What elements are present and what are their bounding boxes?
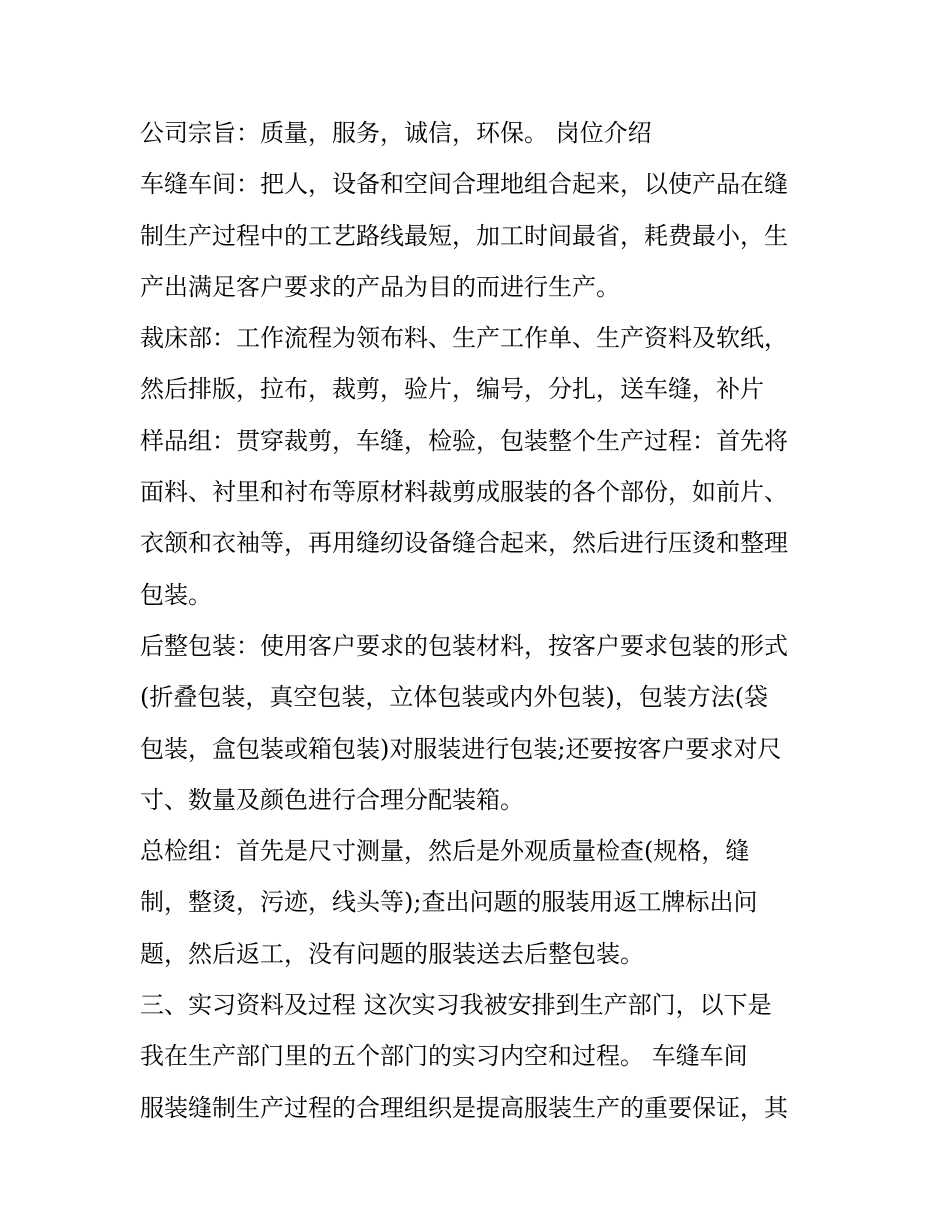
text-line: 公司宗旨：质量，服务，诚信，环保。 岗位介绍 — [140, 119, 652, 147]
text-line: 裁床部：工作流程为领布料、生产工作单、生产资料及软纸， — [140, 324, 788, 353]
text-line: 寸、数量及颜色进行合理分配装箱。 — [140, 785, 524, 814]
text-line: 服装缝制生产过程的合理组织是提高服装生产的重要保证，其 — [140, 1093, 788, 1122]
text-line: 包装。 — [140, 580, 212, 609]
text-line: (折叠包装，真空包装，立体包装或内外包装)，包装方法(袋 — [140, 683, 769, 712]
text-line: 制生产过程中的工艺路线最短，加工时间最省，耗费最小，生 — [140, 221, 788, 250]
text-line: 后整包装：使用客户要求的包装材料，按客户要求包装的形式 — [140, 631, 788, 660]
text-line: 题，然后返工，没有问题的服装送去后整包装。 — [140, 939, 644, 968]
text-line: 产出满足客户要求的产品为目的而进行生产。 — [140, 272, 620, 301]
text-line: 样品组：贯穿裁剪，车缝，检验，包装整个生产过程：首先将 — [140, 426, 788, 455]
text-line: 我在生产部门里的五个部门的实习内空和过程。 车缝车间 — [140, 1042, 748, 1071]
text-line: 衣颔和衣袖等，再用缝纫设备缝合起来，然后进行压烫和整理 — [140, 529, 788, 558]
text-line: 然后排版，拉布，裁剪，验片，编号，分扎，送车缝，补片 — [140, 375, 764, 404]
text-line: 制，整烫，污迹，线头等);查出问题的服装用返工牌标出问 — [140, 888, 758, 917]
text-line: 三、实习资料及过程 这次实习我被安排到生产部门，以下是 — [140, 991, 772, 1020]
text-line: 总检组：首先是尺寸测量，然后是外观质量检查(规格，缝 — [140, 837, 750, 866]
text-line: 包装，盒包装或箱包装)对服装进行包装;还要按客户要求对尺 — [140, 734, 782, 763]
text-line: 车缝车间：把人，设备和空间合理地组合起来，以使产品在缝 — [140, 170, 788, 199]
text-line: 面料、衬里和衬布等原材料裁剪成服装的各个部份，如前片、 — [140, 478, 788, 507]
body-text — [140, 108, 830, 1134]
